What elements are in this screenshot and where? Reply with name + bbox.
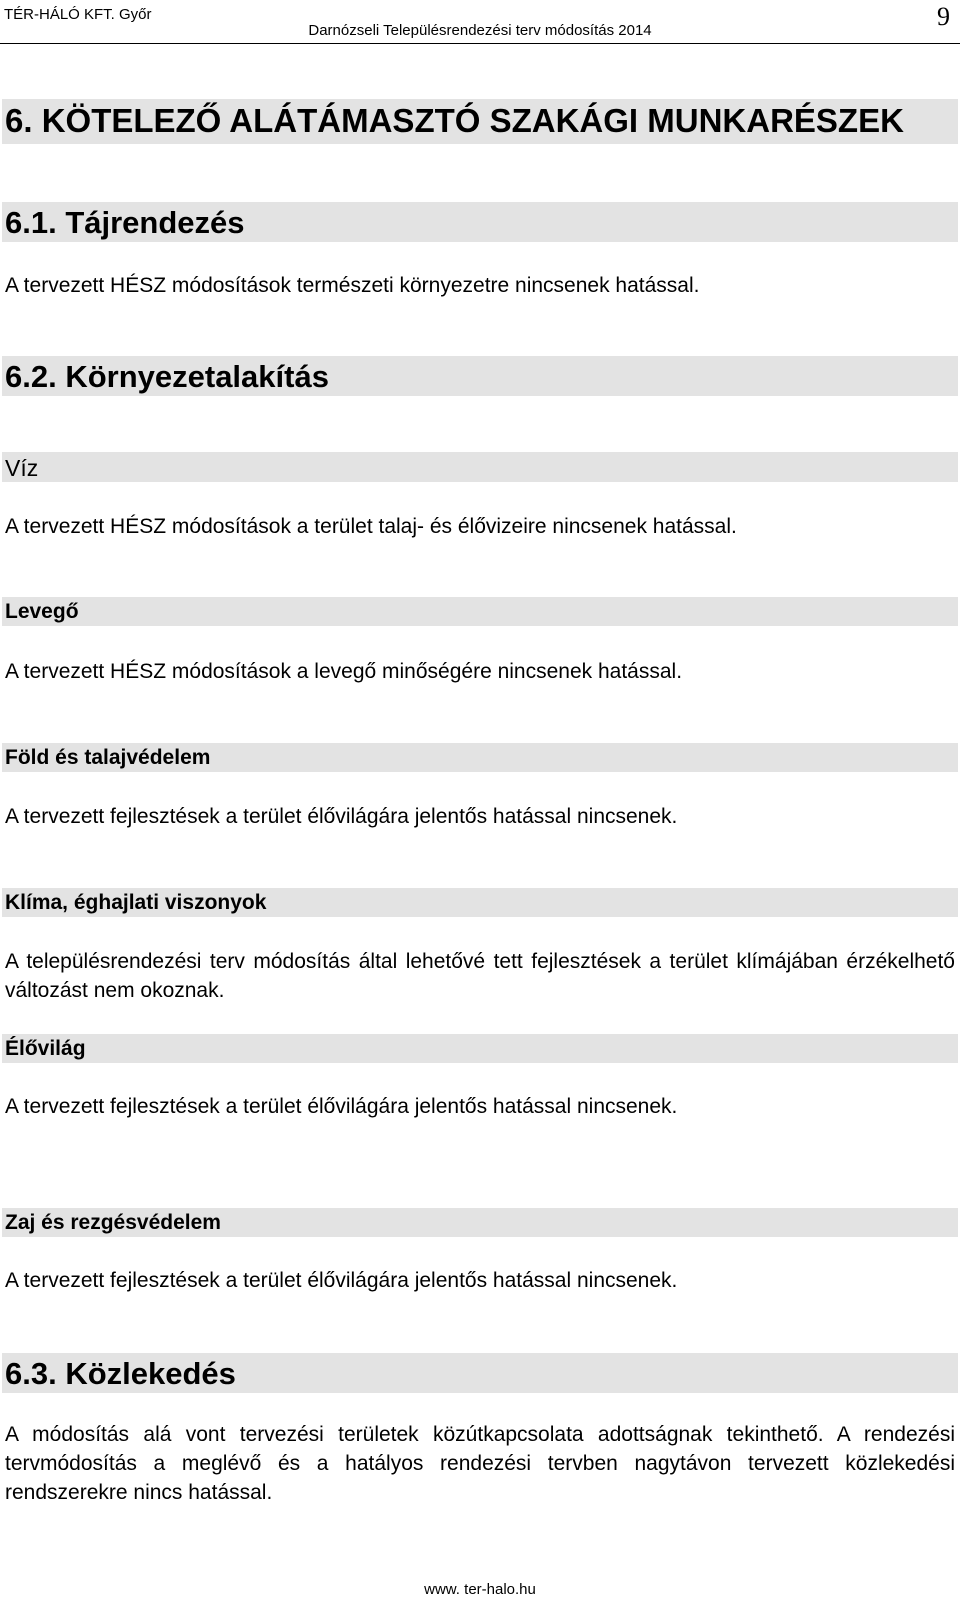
header-divider [0, 43, 960, 44]
subheading-fold [2, 743, 958, 772]
subheading-zaj-text: Zaj és rezgésvédelem [5, 1211, 221, 1234]
paragraph-klima: A településrendezési terv módosítás által lehetővé tett fejlesztések a terület klímájában érzékelhető változást nem okoznak. [5, 950, 955, 1002]
subheading-elovilag-text: Élővilág [5, 1037, 86, 1060]
section-heading-6-2-text: 6.2. Környezetalakítás [5, 359, 329, 394]
paragraph-levego: A tervezett HÉSZ módosítások a levegő minőségére nincsenek hatással. [5, 660, 683, 683]
section-heading-6-text: 6. KÖTELEZŐ ALÁTÁMASZTÓ SZAKÁGI MUNKARÉSZEK [5, 102, 904, 139]
paragraph-zaj: A tervezett fejlesztések a terület élővilágára jelentős hatással nincsenek. [5, 1269, 678, 1292]
section-heading-6-1 [2, 202, 958, 242]
section-heading-6-3 [2, 1353, 958, 1393]
paragraph-6-3: A módosítás alá vont tervezési területek közútkapcsolata adottságnak tekinthető. A rendezési tervmódosítás a meglévő és a hatályos rendezési tervben nagytávon tervezett közlekedési rendszerekre nincs hatással. [5, 1423, 955, 1504]
subheading-fold-text: Föld és talajvédelem [5, 746, 211, 769]
header-document-title: Darnózseli Településrendezési terv módosítás 2014 [308, 22, 652, 39]
subheading-viz-text: Víz [5, 455, 39, 481]
section-heading-6 [2, 99, 958, 144]
subheading-levego [2, 597, 958, 626]
subheading-klima [2, 888, 958, 917]
paragraph-elovilag: A tervezett fejlesztések a terület élővilágára jelentős hatással nincsenek. [5, 1095, 678, 1118]
header-company: TÉR-HÁLÓ KFT. Győr [4, 6, 152, 23]
subheading-levego-text: Levegő [5, 600, 79, 623]
page-number: 9 [937, 2, 950, 31]
section-heading-6-1-text: 6.1. Tájrendezés [5, 205, 245, 240]
subheading-elovilag [2, 1034, 958, 1063]
subheading-klima-text: Klíma, éghajlati viszonyok [5, 891, 267, 914]
footer-website: www. ter-halo.hu [424, 1581, 536, 1598]
section-heading-6-3-text: 6.3. Közlekedés [5, 1356, 236, 1391]
paragraph-6-1: A tervezett HÉSZ módosítások természeti környezetre nincsenek hatással. [5, 274, 700, 297]
paragraph-viz: A tervezett HÉSZ módosítások a terület talaj- és élővizeire nincsenek hatással. [5, 515, 737, 538]
section-heading-6-2 [2, 356, 958, 396]
subheading-zaj [2, 1208, 958, 1237]
subheading-viz [2, 452, 958, 482]
paragraph-fold: A tervezett fejlesztések a terület élővilágára jelentős hatással nincsenek. [5, 805, 678, 828]
